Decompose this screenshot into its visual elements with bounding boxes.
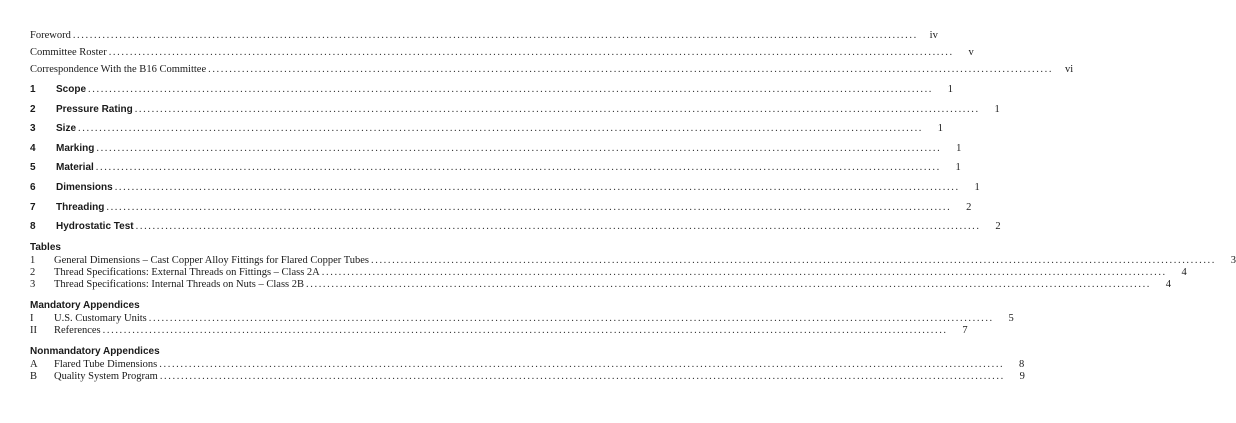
toc-entry-page: 1 [955,162,961,174]
toc-entry-title: U.S. Customary Units [54,312,147,324]
tables-heading: Tables [30,241,61,253]
toc-entry-number: 1 [30,254,36,266]
mandatory-appendices-list [30,312,1014,337]
toc-entry-title: Foreword [30,30,71,41]
toc-entry-title: Pressure Rating [56,103,133,115]
toc-entry-page: 1 [994,103,1000,115]
toc-entry-page: 1 [937,123,944,135]
toc-entry-title: Thread Specifications: Internal Threads on Nuts – Class 2B [54,278,305,290]
toc-entry-title: Dimensions [56,181,113,193]
toc-entry-appendix-a[interactable] [30,358,1025,371]
toc-entry-title: Committee Roster [30,47,107,58]
toc-entry-number: A [30,358,38,370]
toc-entry-page: vi [1064,64,1074,75]
toc-entry-number: II [30,324,37,336]
dot-leader: ........................................................................................................................................................................................................ [108,47,954,58]
toc-entry-foreword[interactable] [30,30,938,47]
dot-leader: ........................................................................................................................................................................................................ [306,278,1152,290]
toc-entry-page: 5 [1008,312,1014,324]
toc-entry-page: 4 [1181,266,1187,278]
mandatory-appendices-heading: Mandatory Appendices [30,299,140,311]
toc-entry-committee-roster[interactable] [30,47,974,64]
toc-entry-title: General Dimensions – Cast Copper Alloy Fittings for Flared Copper Tubes [54,254,369,266]
table-of-contents [30,30,1236,383]
toc-entry-page: 1 [956,142,962,154]
toc-entry-correspondence[interactable] [30,64,1074,81]
toc-entry-page: 2 [995,221,1001,233]
toc-entry-number: 3 [30,278,36,290]
dot-leader: ........................................................................................................................................................................................................ [321,266,1167,278]
toc-entry-title: Thread Specifications: External Threads on Fittings – Class 2A [54,266,320,278]
toc-entry-title: Scope [56,84,87,95]
toc-entry-table-2[interactable] [30,266,1187,279]
toc-entry-number: 5 [30,162,36,174]
toc-entry-page: iv [929,30,938,41]
dot-leader: ........................................................................................................................................................................................................ [159,358,1005,370]
toc-entry-title: Marking [56,142,95,154]
dot-leader: ........................................................................................................................................................................................................ [72,30,918,41]
toc-entry-title: References [54,324,101,336]
dot-leader: ........................................................................................................................................................................................................ [114,181,960,193]
toc-entry-page: 8 [1019,358,1025,370]
toc-entry-number: I [30,312,34,324]
toc-entry-section-1[interactable] [30,84,954,104]
toc-entry-section-5[interactable] [30,162,961,182]
toc-entry-page: 9 [1019,370,1025,382]
toc-entry-page: 3 [1230,254,1236,266]
toc-entry-number: 2 [30,266,36,278]
dot-leader: ........................................................................................................................................................................................................ [148,312,994,324]
toc-entry-number: 4 [30,142,36,154]
toc-entry-section-8[interactable] [30,221,1001,241]
toc-entry-number: 7 [30,201,36,213]
toc-entry-appendix-ii[interactable] [30,324,968,337]
toc-entry-page: 4 [1165,278,1172,290]
sections-list [30,84,1001,241]
toc-entry-number: 8 [30,221,36,233]
dot-leader: ........................................................................................................................................................................................................ [96,142,942,154]
toc-entry-section-6[interactable] [30,181,980,202]
toc-entry-page: 1 [974,181,980,193]
toc-entry-title: Correspondence With the B16 Committee [30,64,207,75]
dot-leader: ........................................................................................................................................................................................................ [208,64,1054,75]
toc-entry-title: Flared Tube Dimensions [54,358,158,370]
tables-list [30,254,1236,291]
toc-entry-section-4[interactable] [30,142,962,163]
front-matter-list [30,30,1074,81]
toc-entry-table-3[interactable] [30,278,1172,291]
toc-entry-appendix-i[interactable] [30,312,1014,325]
dot-leader: ........................................................................................................................................................................................................ [78,123,924,135]
toc-entry-page: v [968,47,974,58]
toc-entry-section-2[interactable] [30,103,1000,124]
toc-entry-appendix-b[interactable] [30,370,1025,383]
toc-entry-title: Threading [56,201,105,213]
nonmandatory-appendices-heading: Nonmandatory Appendices [30,345,160,357]
toc-entry-section-3[interactable] [30,123,944,143]
dot-leader: ........................................................................................................................................................................................................ [371,254,1216,266]
toc-entry-page: 1 [947,84,954,95]
toc-entry-number: 6 [30,181,36,193]
dot-leader: ........................................................................................................................................................................................................ [134,103,980,115]
toc-entry-title: Size [56,123,77,135]
dot-leader: ........................................................................................................................................................................................................ [95,162,941,174]
dot-leader: ........................................................................................................................................................................................................ [106,201,952,213]
toc-entry-page: 7 [962,324,968,336]
toc-entry-section-7[interactable] [30,201,972,222]
toc-entry-number: 1 [30,84,36,95]
dot-leader: ........................................................................................................................................................................................................ [102,324,948,336]
toc-entry-title: Quality System Program [54,370,158,382]
toc-entry-number: 3 [30,123,36,135]
toc-entry-table-1[interactable] [30,254,1236,267]
toc-entry-number: 2 [30,103,36,115]
toc-entry-page: 2 [966,201,972,213]
nonmandatory-appendices-list [30,358,1025,383]
dot-leader: ........................................................................................................................................................................................................ [88,84,934,95]
toc-entry-title: Hydrostatic Test [56,221,134,233]
dot-leader: ........................................................................................................................................................................................................ [159,370,1005,382]
dot-leader: ........................................................................................................................................................................................................ [135,221,981,233]
toc-entry-title: Material [56,162,94,174]
toc-entry-number: B [30,370,38,382]
